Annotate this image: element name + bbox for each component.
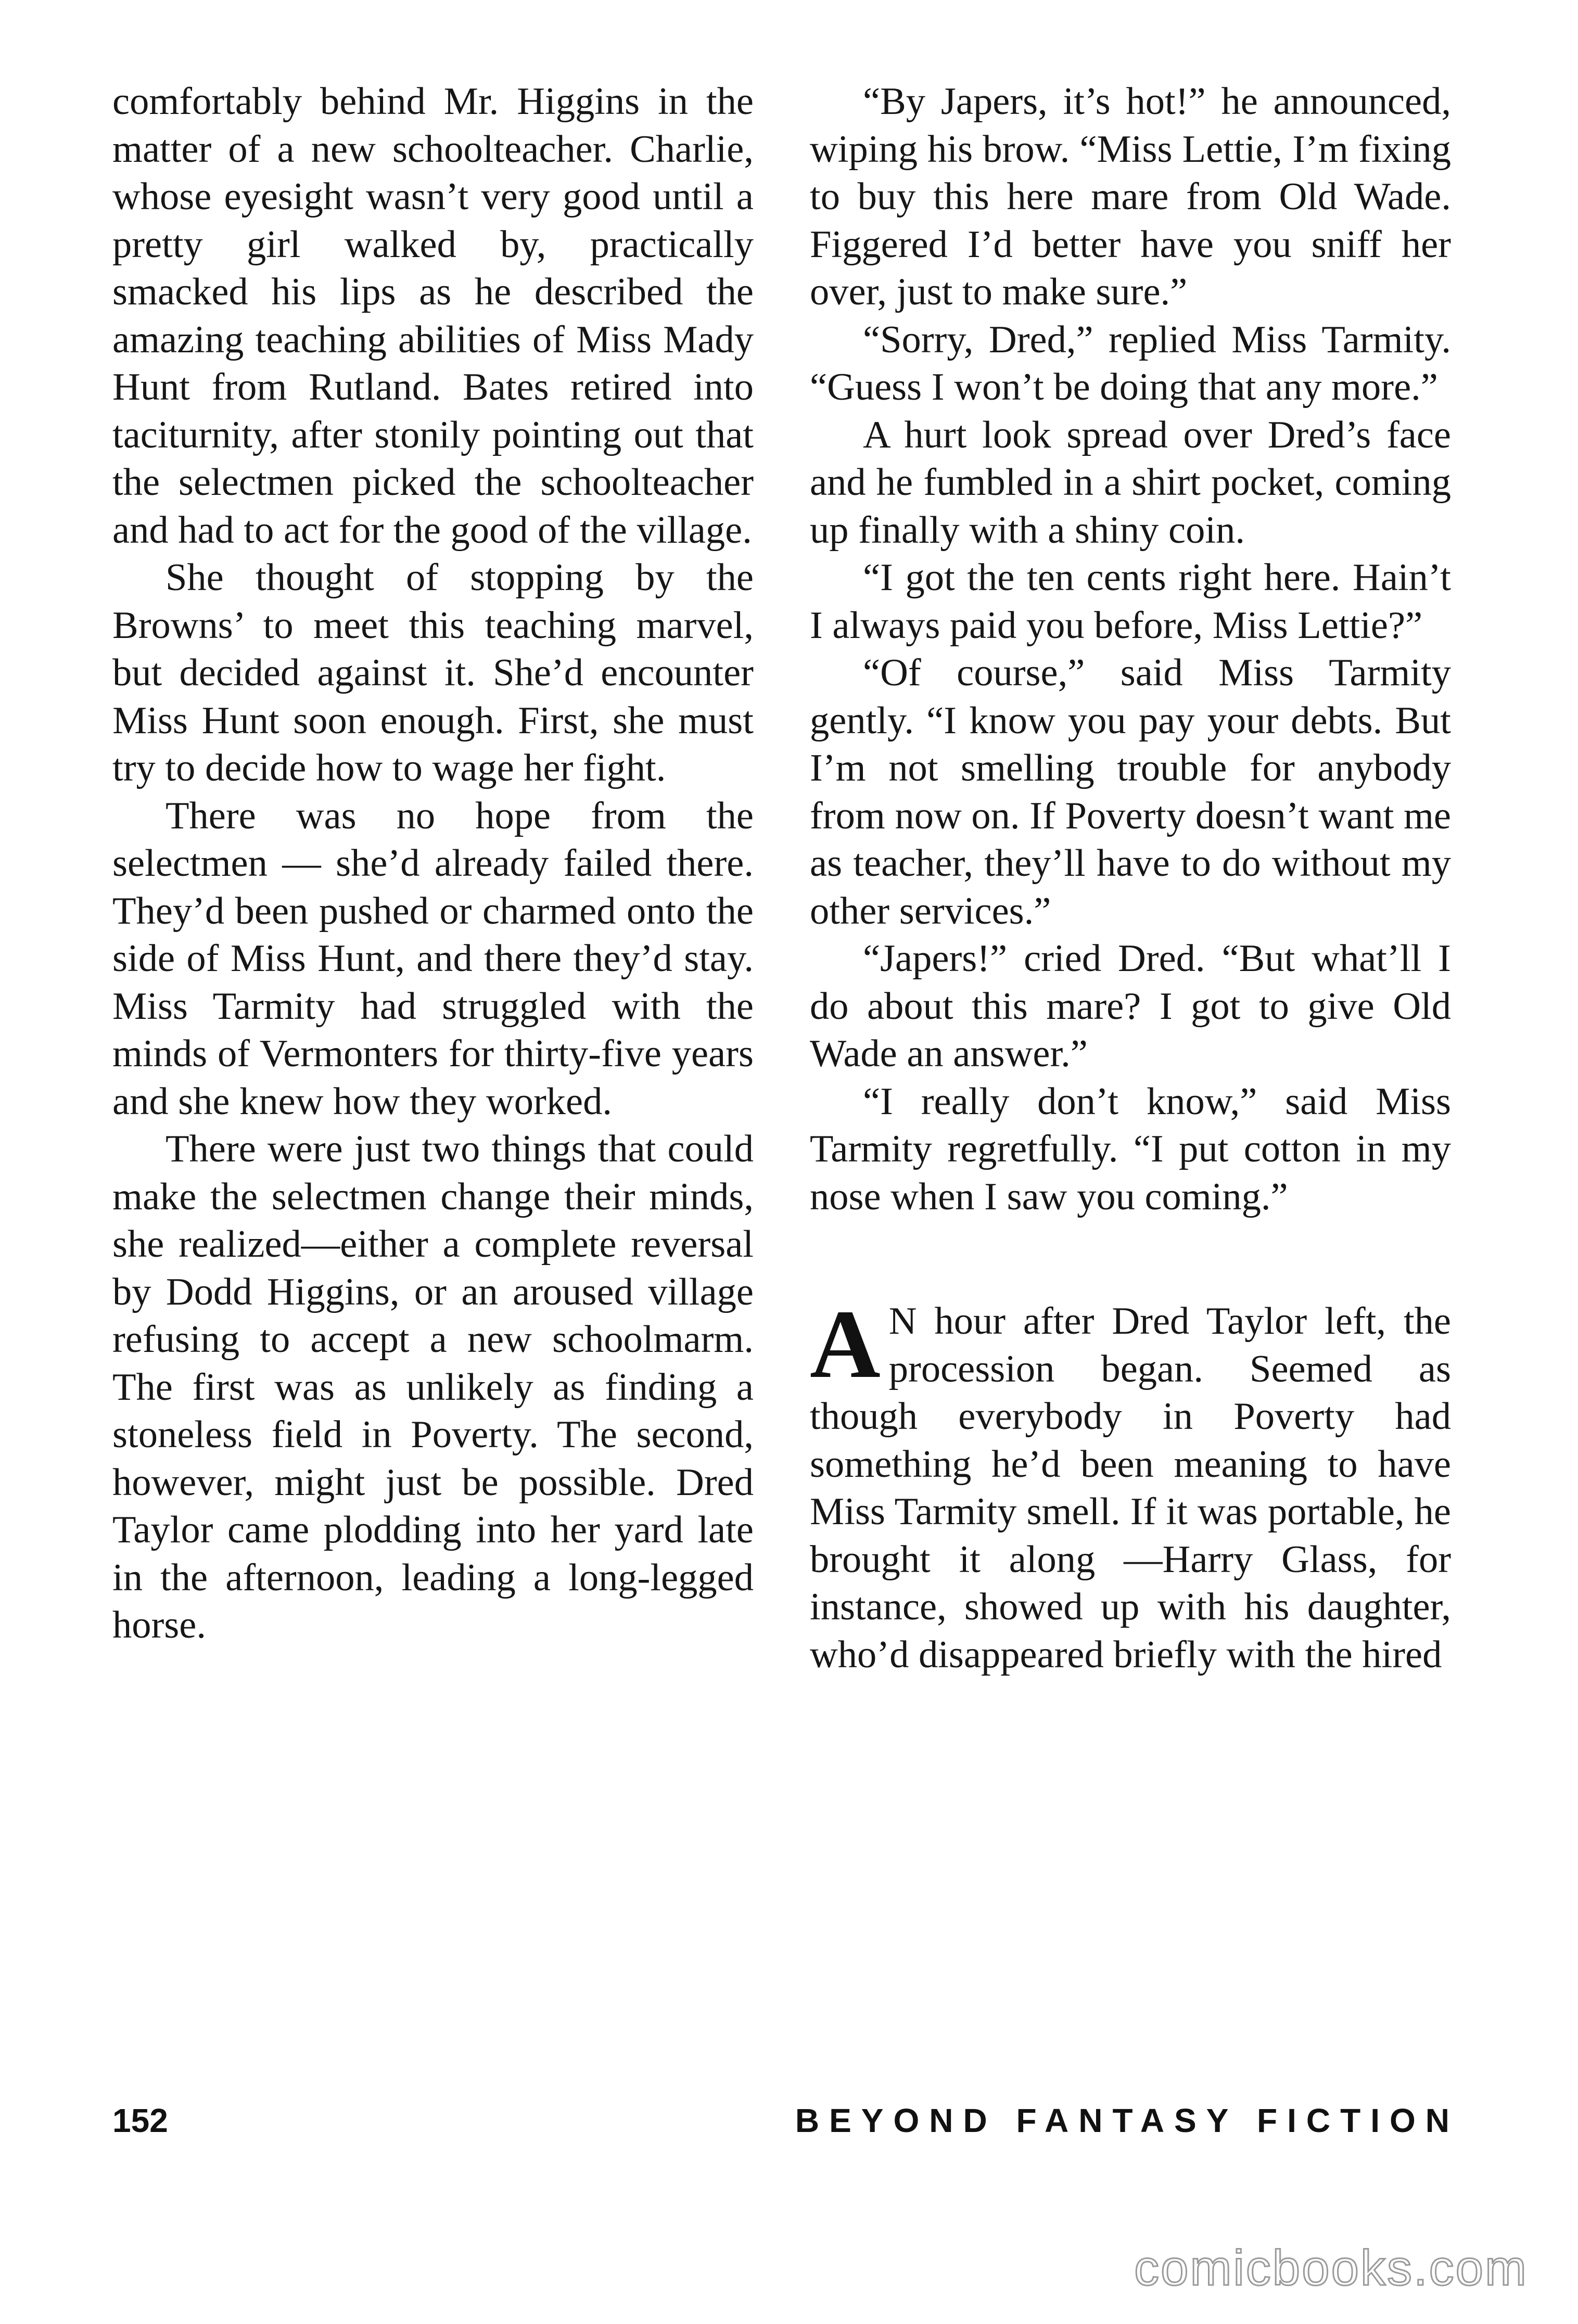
paragraph: “Of course,” said Miss Tarmity gently. “I know you pay your debts. But I’m not smelling trouble for anybody from now on. If Poverty doesn’t want me as teacher, they’ll have to do without my other services.”	[810, 652, 1451, 933]
paragraph: “I got the ten cents right here. Hain’t I always paid you before, Miss Lettie?”	[810, 556, 1451, 647]
paragraph: “I really don’t know,” said Miss Tarmity regretfully. “I put cotton in my nose when I saw you coming.”	[810, 1080, 1451, 1218]
paragraph: There was no hope from the selectmen — she’d already failed there. They’d been pushed or charmed onto the side of Miss Hunt, and there they’d stay. Miss Tarmity had struggled with the minds of Vermonters for thirty-five years and she knew how they worked.	[112, 794, 754, 1123]
paragraph: A hurt look spread over Dred’s face and he fumbled in a shirt pocket, coming up finally with a shiny coin.	[810, 413, 1451, 552]
right-column	[810, 78, 1451, 1679]
running-title: BEYOND FANTASY FICTION	[795, 2102, 1459, 2139]
section-start-paragraph	[810, 1289, 1451, 1679]
drop-cap: A	[810, 1289, 881, 1398]
watermark: comicbooks.com	[1134, 2240, 1528, 2296]
page-number: 152	[112, 2102, 168, 2139]
section-start-text: N hour after Dred Taylor left, the procession began. Seemed as though everybody in Poverty had something he’d been meaning to have Miss Tarmity smell. If it was portable, he brought it along —Harry Glass, for instance, showed up with his daughter, who’d disappeared briefly with the hired	[810, 1300, 1451, 1676]
paragraph: comfortably behind Mr. Higgins in the matter of a new schoolteacher. Charlie, whose eyesight wasn’t very good until a pretty girl walked by, practically smacked his lips as he described the amazing teaching abilities of Miss Mady Hunt from Rutland. Bates retired into taciturnity, after stonily pointing out that the selectmen picked the schoolteacher and had to act for the good of the village.	[112, 80, 754, 552]
paragraph: “By Japers, it’s hot!” he announced, wiping his brow. “Miss Lettie, I’m fixing to buy this here mare from Old Wade. Figgered I’d better have you sniff her over, just to make sure.”	[810, 80, 1451, 313]
paragraph: There were just two things that could make the selectmen change their minds, she realized—either a complete reversal by Dodd Higgins, or an aroused village refusing to accept a new schoolmarm. The first was as unlikely as finding a stoneless field in Poverty. The second, however, might just be possible. Dred Taylor came plodding into her yard late in the afternoon, leading a long-legged horse.	[112, 1128, 754, 1646]
paragraph: She thought of stopping by the Browns’ to meet this teaching marvel, but decided against it. She’d encounter Miss Hunt soon enough. First, she must try to decide how to wage her fight.	[112, 556, 754, 789]
paragraph: “Sorry, Dred,” replied Miss Tarmity. “Guess I won’t be doing that any more.”	[810, 318, 1451, 408]
left-column	[112, 78, 754, 1650]
paragraph: “Japers!” cried Dred. “But what’ll I do about this mare? I got to give Old Wade an answer.”	[810, 937, 1451, 1075]
